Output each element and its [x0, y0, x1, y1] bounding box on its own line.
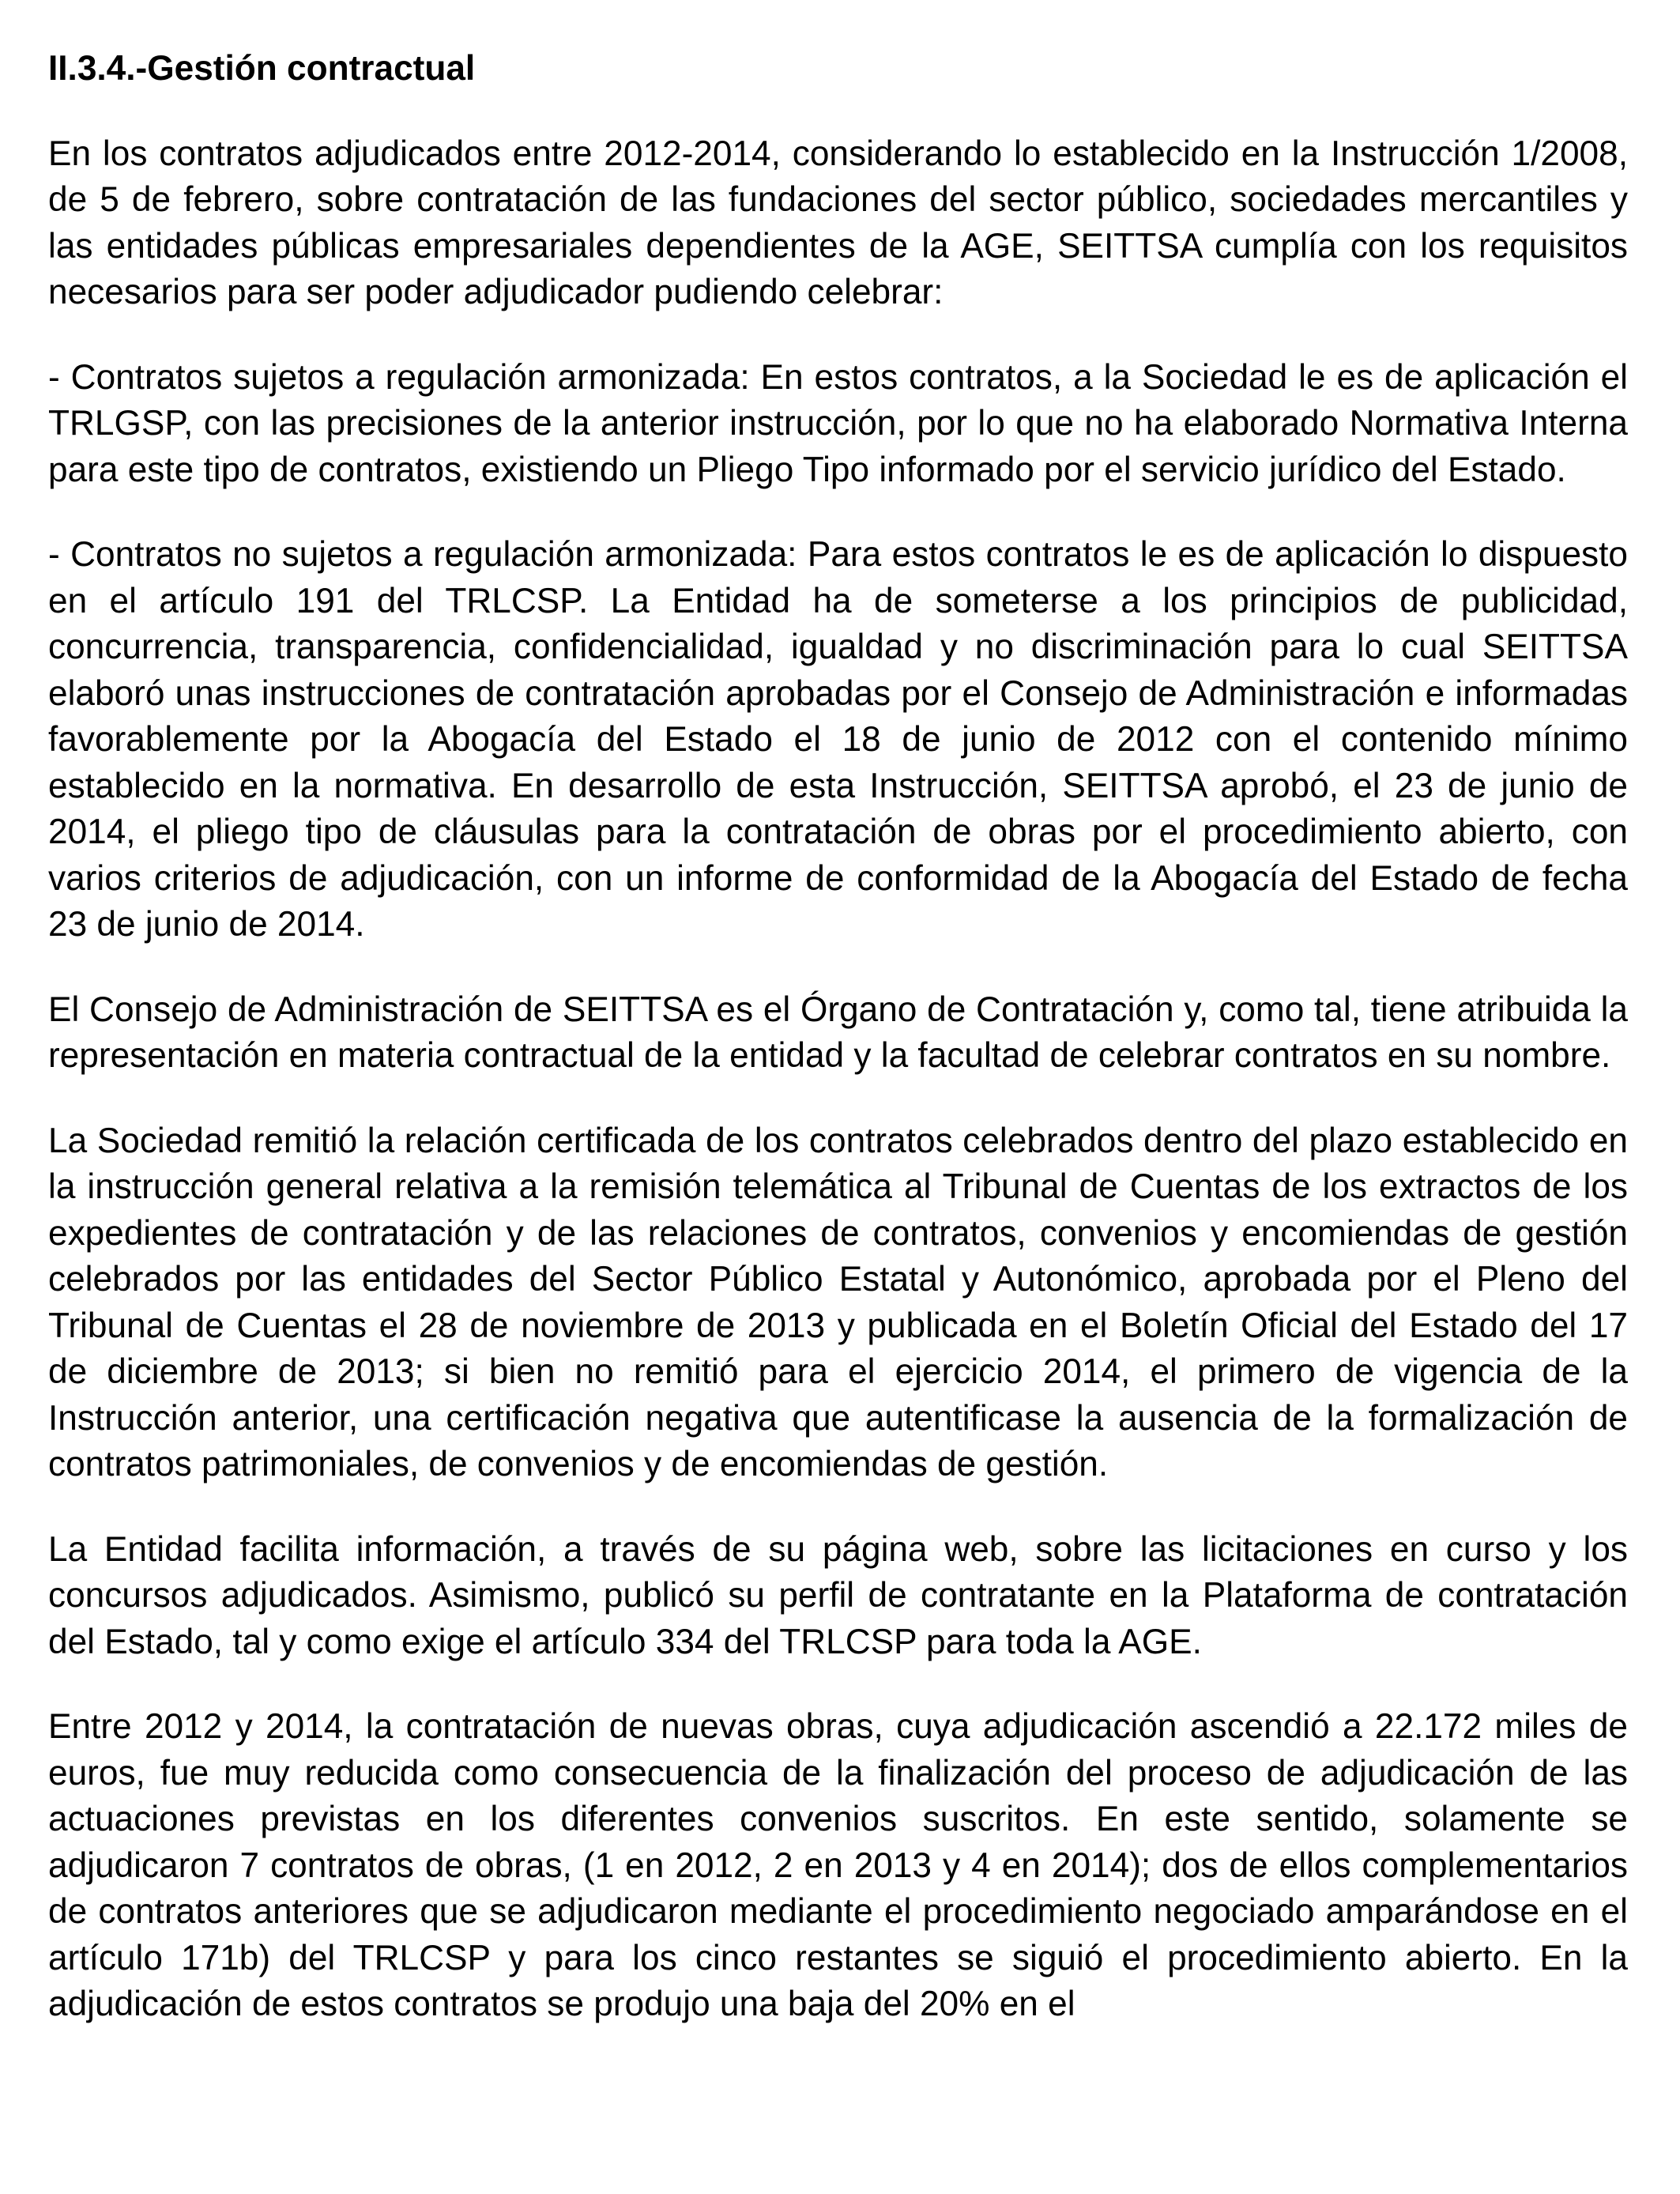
paragraph-website-information: La Entidad facilita información, a través de su página web, sobre las licitaciones en curso y los concursos adjudicados. Asimismo, publicó su perfil de contratante en la Plataforma de contratación del Estado, tal y como exige el artículo 334 del TRLCSP para toda la AGE. [48, 1529, 1628, 1661]
paragraph-contracting-body: El Consejo de Administración de SEITTSA es el Órgano de Contratación y, como tal, tiene atribuida la representación en materia contractual de la entidad y la facultad de celebrar contratos en su nombre. [48, 990, 1628, 1075]
paragraph-new-works-contracts: Entre 2012 y 2014, la contratación de nuevas obras, cuya adjudicación ascendió a 22.172 miles de euros, fue muy reducida como consecuencia de la finalización del proceso de adjudicación de las actuaciones previstas en los diferentes convenios suscritos. En este sentido, solamente se adjudicaron 7 contratos de obras, (1 en 2012, 2 en 2013 y 4 en 2014); dos de ellos complementarios de contratos anteriores que se adjudicaron mediante el procedimiento negociado amparándose en el artículo 171b) del TRLCSP y para los cinco restantes se siguió el procedimiento abierto. En la adjudicación de estos contratos se produjo una baja del 20% en el [48, 1707, 1628, 2023]
paragraph-intro: En los contratos adjudicados entre 2012-2014, considerando lo establecido en la Instrucción 1/2008, de 5 de febrero, sobre contratación de las fundaciones del sector público, sociedades mercantiles y las entidades públicas empresariales dependientes de la AGE, SEITTSA cumplía con los requisitos necesarios para ser poder adjudicador pudiendo celebrar: [48, 134, 1628, 311]
paragraph-harmonized-contracts: - Contratos sujetos a regulación armonizada: En estos contratos, a la Sociedad le es de aplicación el TRLGSP, con las precisiones de la anterior instrucción, por lo que no ha elaborado Normativa Interna para este tipo de contratos, existiendo un Pliego Tipo informado por el servicio jurídico del Estado. [48, 357, 1628, 489]
document-page [48, 46, 1628, 2028]
section-heading: II.3.4.-Gestión contractual [48, 49, 476, 88]
paragraph-non-harmonized-contracts: - Contratos no sujetos a regulación armonizada: Para estos contratos le es de aplicación lo dispuesto en el artículo 191 del TRLCSP. La Entidad ha de someterse a los principios de publicidad, concurrencia, transparencia, confidencialidad, igualdad y no discriminación para lo cual SEITTSA elaboró unas instrucciones de contratación aprobadas por el Consejo de Administración e informadas favorablemente por la Abogacía del Estado el 18 de junio de 2012 con el contenido mínimo establecido en la normativa. En desarrollo de esta Instrucción, SEITTSA aprobó, el 23 de junio de 2014, el pliego tipo de cláusulas para la contratación de obras por el procedimiento abierto, con varios criterios de adjudicación, con un informe de conformidad de la Abogacía del Estado de fecha 23 de junio de 2014. [48, 535, 1628, 944]
paragraph-certified-relation: La Sociedad remitió la relación certificada de los contratos celebrados dentro del plazo establecido en la instrucción general relativa a la remisión telemática al Tribunal de Cuentas de los extractos de los expedientes de contratación y de las relaciones de contratos, convenios y encomiendas de gestión celebrados por las entidades del Sector Público Estatal y Autonómico, aprobada por el Pleno del Tribunal de Cuentas el 28 de noviembre de 2013 y publicada en el Boletín Oficial del Estado del 17 de diciembre de 2013; si bien no remitió para el ejercicio 2014, el primero de vigencia de la Instrucción anterior, una certificación negativa que autentificase la ausencia de la formalización de contratos patrimoniales, de convenios y de encomiendas de gestión. [48, 1121, 1628, 1483]
